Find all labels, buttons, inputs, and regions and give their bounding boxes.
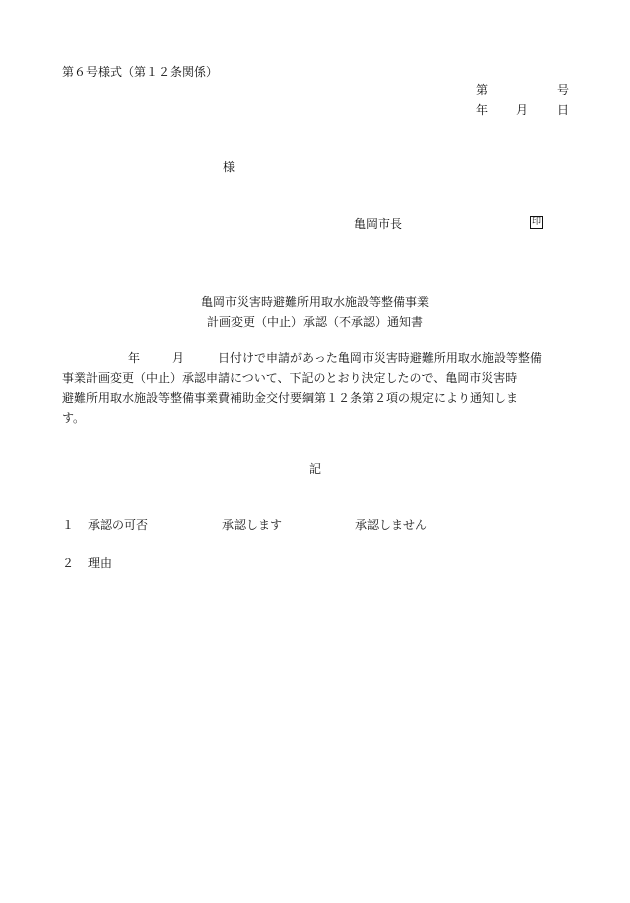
body-line-2: 事業計画変更（中止）承認申請について、下記のとおり決定したので、亀岡市災害時 [62, 371, 518, 385]
body-line-1-text: 日付けで申請があった亀岡市災害時避難所用取水施設等整備 [218, 351, 542, 365]
date-year-label: 年 [476, 103, 489, 117]
item-1-label: 承認の可否 [88, 518, 149, 532]
item-2-number: ２ [62, 556, 75, 570]
form-number-label: 第６号様式（第１２条関係） [62, 65, 219, 79]
date-day-label: 日 [557, 103, 570, 117]
item-1-number: １ [62, 518, 75, 532]
body-month-label: 月 [172, 351, 185, 365]
recipient-honorific: 様 [223, 160, 236, 174]
item-1-option-approve: 承認します [222, 518, 283, 532]
seal-stamp-icon: 印 [531, 217, 541, 227]
item-2-label: 理由 [88, 556, 113, 570]
body-line-1 [62, 348, 582, 368]
item-1-option-disapprove: 承認しません [355, 518, 428, 532]
body-line-3: 避難所用取水施設等整備事業費補助金交付要綱第１２条第２項の規定により通知しま [62, 391, 519, 405]
body-year-label: 年 [128, 351, 141, 365]
ki-heading: 記 [309, 462, 322, 476]
document-number-prefix: 第 [476, 83, 489, 97]
body-line-4: す。 [62, 411, 86, 425]
document-title-line1: 亀岡市災害時避難所用取水施設等整備事業 [200, 295, 429, 309]
document-title [0, 292, 630, 332]
body-text [62, 348, 582, 428]
document-title-line2: 計画変更（中止）承認（不承認）通知書 [206, 315, 423, 329]
issuer-title: 亀岡市長 [354, 217, 403, 231]
date-month-label: 月 [516, 103, 529, 117]
document-number-suffix: 号 [557, 83, 570, 97]
